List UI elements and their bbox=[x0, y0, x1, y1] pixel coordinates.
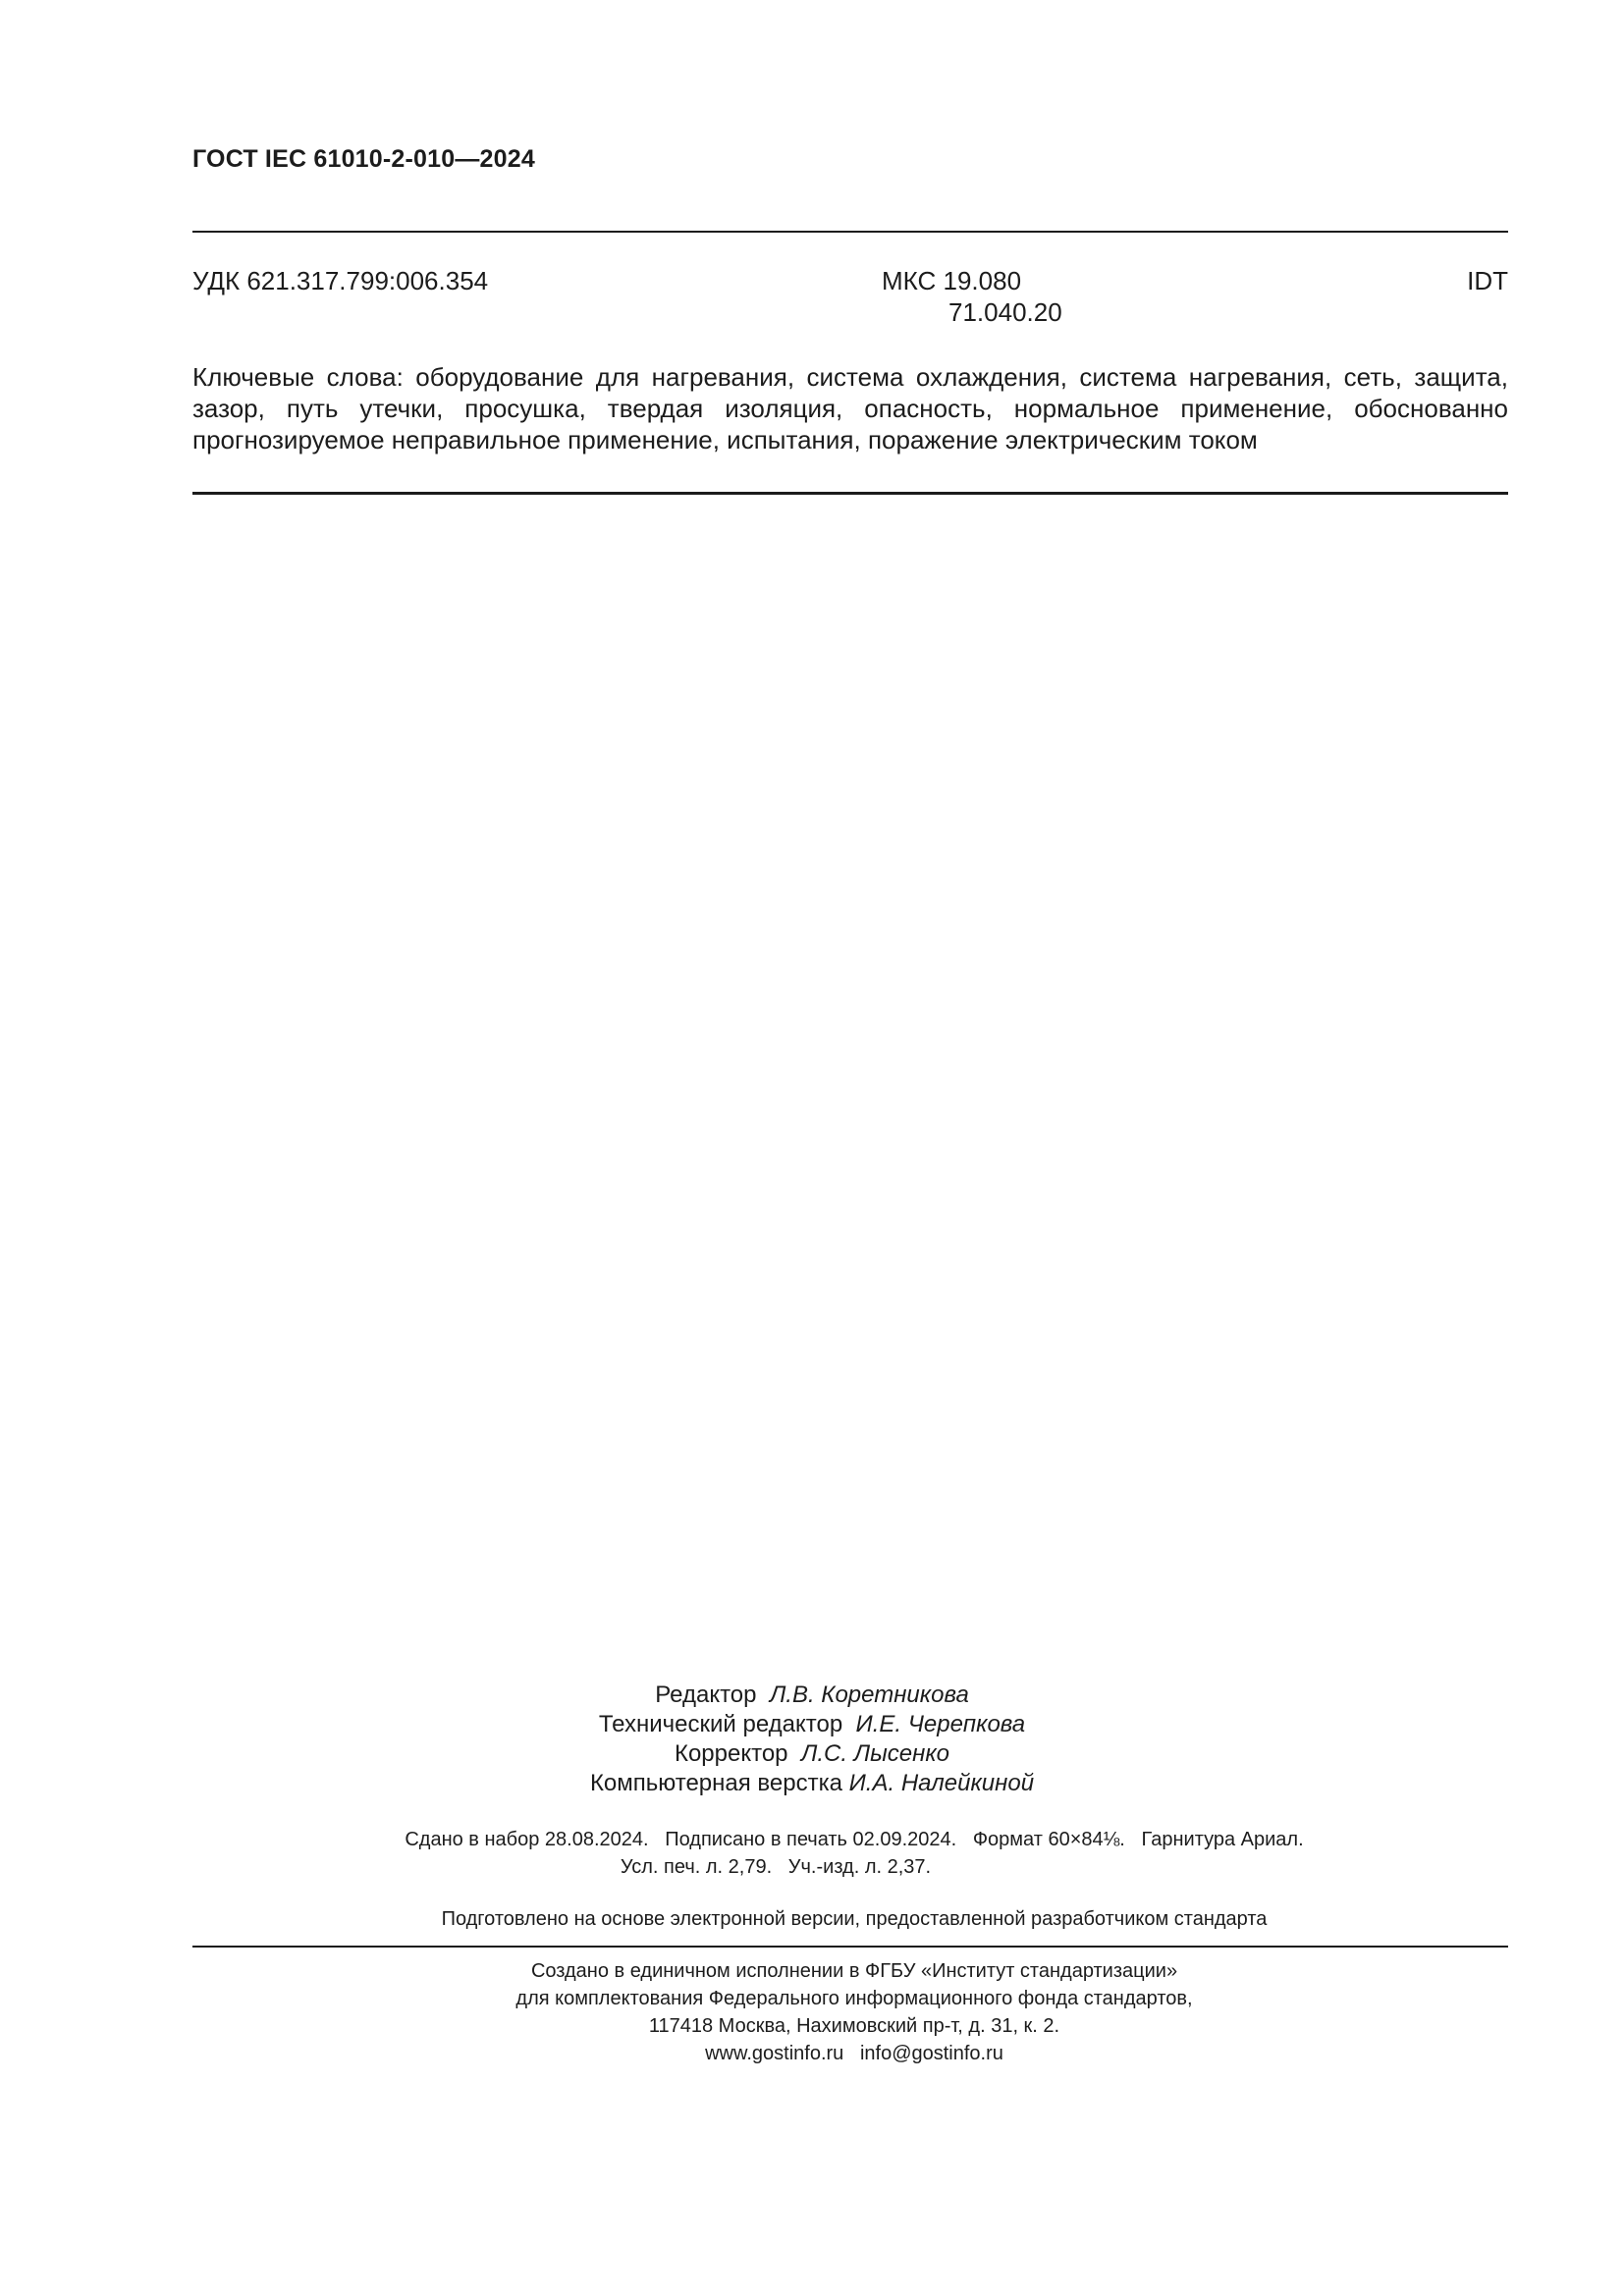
credit-tech-editor bbox=[0, 1710, 1624, 1739]
footer-divider bbox=[192, 1946, 1508, 1948]
tech-editor-name: И.Е. Черепкова bbox=[855, 1711, 1026, 1737]
footer-line-4: www.gostinfo.ru info@gostinfo.ru bbox=[705, 2043, 1003, 2064]
editor-name: Л.В. Коретникова bbox=[769, 1682, 969, 1708]
print-info bbox=[0, 1826, 1624, 1881]
corrector-name: Л.С. Лысенко bbox=[800, 1740, 950, 1767]
credit-layout bbox=[0, 1769, 1624, 1798]
mks-code-2: 71.040.20 bbox=[948, 297, 1062, 327]
credit-editor bbox=[0, 1681, 1624, 1710]
credit-corrector bbox=[0, 1739, 1624, 1769]
print-info-line-1: Сдано в набор 28.08.2024. Подписано в печать 02.09.2024. Формат 60×84⅛. Гарнитура Ариал. bbox=[405, 1829, 1304, 1850]
keywords-divider bbox=[192, 492, 1508, 495]
prepared-note: Подготовлено на основе электронной версии, предоставленной разработчиком стандарта bbox=[441, 1908, 1268, 1930]
keywords-paragraph: Ключевые слова: оборудование для нагревания, система охлаждения, система нагревания, сеть, защита, зазор, путь утечки, просушка, твердая изоляция, опасность, нормальное применение, обоснованно прогнозируемое неправильное применение, испытания, поражение электрическим током bbox=[192, 362, 1508, 454]
mks-code-1: МКС 19.080 bbox=[882, 266, 1022, 295]
layout-name: И.А. Налейкиной bbox=[848, 1770, 1035, 1796]
top-divider bbox=[192, 231, 1508, 233]
footer-line-1: Создано в единичном исполнении в ФГБУ «Институт стандартизации» bbox=[530, 1960, 1178, 1982]
publisher-footer bbox=[0, 1957, 1624, 2067]
footer-line-3: 117418 Москва, Нахимовский пр-т, д. 31, к. 2. bbox=[648, 2015, 1060, 2037]
mks-codes bbox=[882, 265, 1062, 328]
idt-label: IDT bbox=[1467, 266, 1508, 295]
corrector-label: Корректор bbox=[674, 1740, 788, 1767]
udk-code: УДК 621.317.799:006.354 bbox=[192, 266, 489, 295]
editor-label: Редактор bbox=[655, 1682, 757, 1708]
footer-line-2: для комплектования Федерального информационного фонда стандартов, bbox=[515, 1988, 1193, 2009]
tech-editor-label: Технический редактор bbox=[598, 1711, 843, 1737]
document-code: ГОСТ IEC 61010-2-010—2024 bbox=[192, 145, 535, 173]
layout-label: Компьютерная верстка bbox=[589, 1770, 842, 1796]
credits-block bbox=[0, 1681, 1624, 1798]
print-info-line-2: Усл. печ. л. 2,79. Уч.-изд. л. 2,37. bbox=[620, 1856, 932, 1878]
